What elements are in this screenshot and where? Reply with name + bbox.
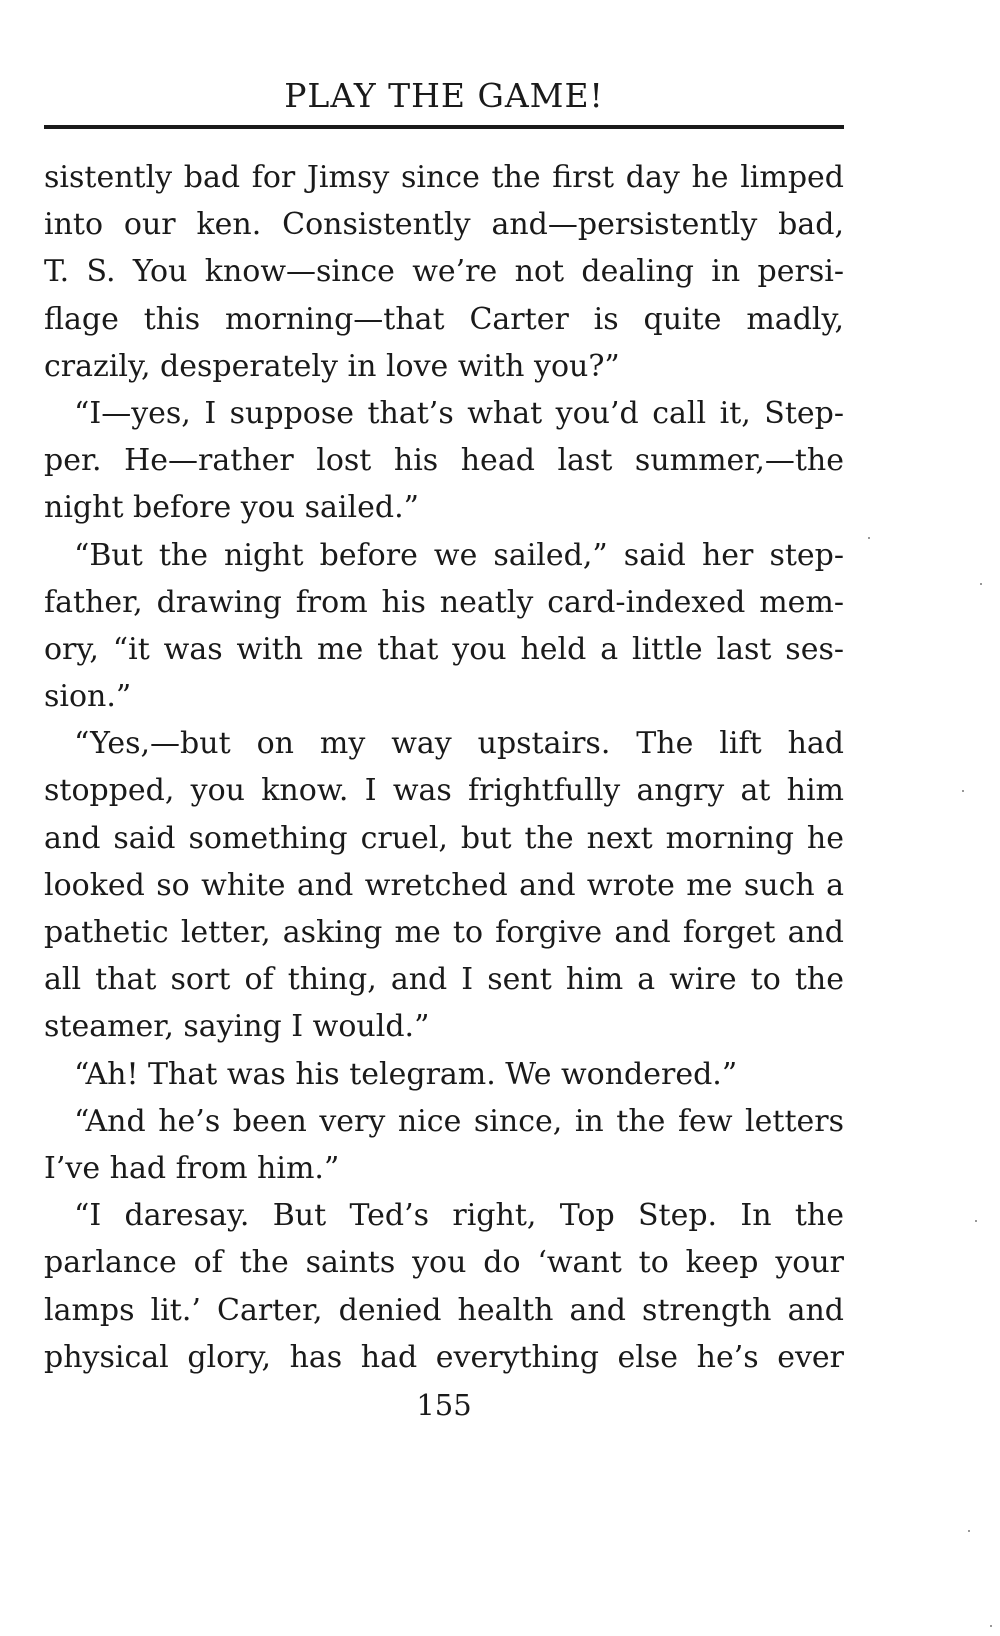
text-line: looked so white and wretched and wrote me such a <box>44 867 844 903</box>
text-line: sion.” <box>44 679 132 715</box>
text-line: I’ve had from him.” <box>44 1150 340 1186</box>
print-speck <box>990 1625 992 1627</box>
text-line: ory, “it was with me that you held a little last ses- <box>44 631 844 667</box>
text-line: and said something cruel, but the next morning he <box>44 820 844 856</box>
body-text <box>44 154 844 1381</box>
text-line: into our ken. Consistently and—persistently bad, <box>44 207 844 243</box>
book-page <box>44 0 844 1636</box>
text-line: steamer, saying I would.” <box>44 1009 430 1045</box>
text-line: pathetic letter, asking me to forgive and forget and <box>44 915 844 950</box>
print-speck <box>962 790 964 792</box>
page-number: 155 <box>416 1388 472 1422</box>
text-line: parlance of the saints you do ‘want to keep your <box>44 1245 844 1281</box>
text-line: crazily, desperately in love with you?” <box>44 348 620 384</box>
text-line: all that sort of thing, and I sent him a wire to the <box>44 962 844 998</box>
print-speck <box>980 583 982 585</box>
text-line: night before you sailed.” <box>44 490 419 526</box>
text-line: father, drawing from his neatly card-indexed mem- <box>44 584 844 620</box>
text-line: “I daresay. But Ted’s right, Top Step. In the <box>74 1198 844 1234</box>
text-line: sistently bad for Jimsy since the first day he limped <box>44 160 844 195</box>
text-line: “Yes,—but on my way upstairs. The lift had <box>74 726 844 762</box>
print-speck <box>975 1220 977 1222</box>
text-line: “And he’s been very nice since, in the few letters <box>74 1103 844 1139</box>
text-line: stopped, you know. I was frightfully angry at him <box>44 773 844 809</box>
text-line: “But the night before we sailed,” said her step- <box>74 537 844 573</box>
header-rule <box>44 125 844 129</box>
text-line: T. S. You know—since we’re not dealing in persi- <box>44 254 844 290</box>
text-line: per. He—rather lost his head last summer,—the <box>44 443 844 479</box>
text-line: “I—yes, I suppose that’s what you’d call it, Step- <box>74 395 844 431</box>
text-line: flage this morning—that Carter is quite madly, <box>44 301 844 337</box>
print-speck <box>968 1530 970 1532</box>
print-speck <box>868 537 870 539</box>
text-line: physical glory, has had everything else he’s ever <box>44 1339 844 1375</box>
text-line: “Ah! That was his telegram. We wondered.” <box>74 1056 738 1092</box>
running-head: PLAY THE GAME! <box>284 76 604 115</box>
text-line: lamps lit.’ Carter, denied health and strength and <box>44 1292 844 1328</box>
